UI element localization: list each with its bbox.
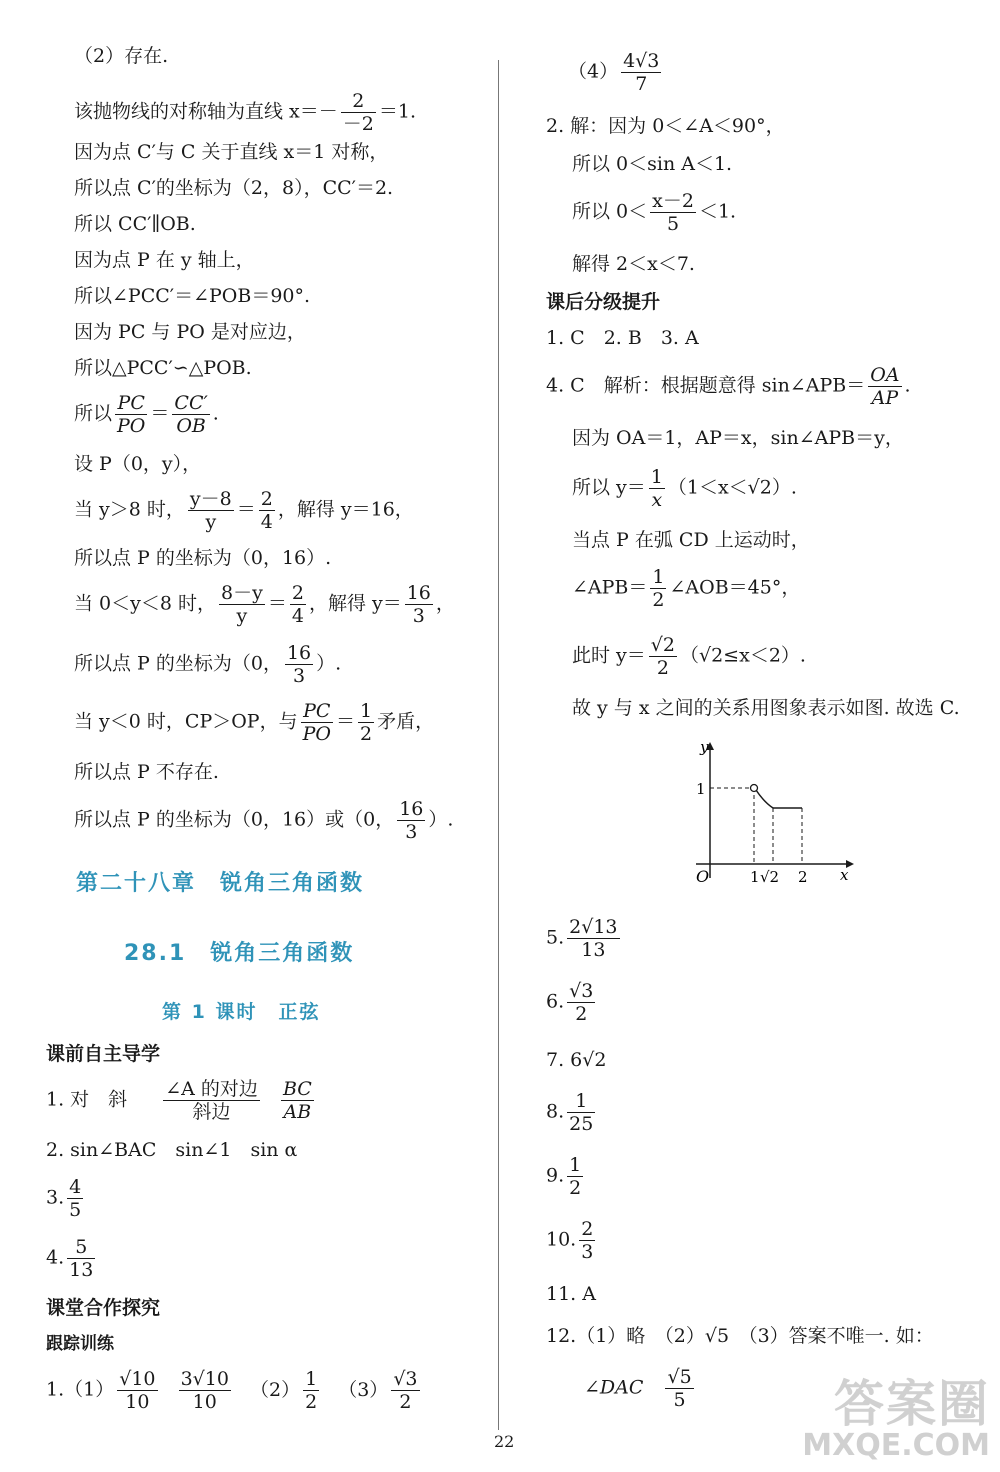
function-graph	[676, 736, 856, 886]
numerator: PC	[115, 392, 147, 415]
text: 所以 y＝	[572, 476, 646, 499]
fraction	[172, 392, 209, 437]
fraction	[405, 582, 433, 627]
denominator: 3	[581, 1241, 594, 1263]
numerator: PC	[301, 700, 333, 723]
line-constant	[572, 634, 806, 679]
text: 1. 对 斜	[46, 1088, 128, 1111]
numerator: 2	[341, 90, 376, 113]
numerator: 2	[260, 488, 273, 510]
answer-1	[46, 1078, 317, 1123]
origin-label: O	[696, 867, 710, 886]
watermark-line1: 答案圈	[834, 1375, 990, 1433]
fraction	[341, 90, 376, 135]
text: ）.	[428, 808, 454, 831]
numerator: √3	[569, 980, 594, 1002]
fraction	[219, 582, 265, 627]
denominator: 13	[69, 1259, 94, 1281]
line: 所以 0＜sin A＜1.	[572, 153, 733, 175]
x-label: x	[840, 866, 849, 884]
text: 当 y＜0 时，CP＞OP，与	[74, 710, 298, 733]
denominator: 3	[293, 665, 306, 687]
y-label: y	[700, 738, 709, 756]
numerator: OA	[870, 364, 900, 386]
line: 因为 PC 与 PO 是对应边，	[74, 321, 306, 343]
fraction	[259, 488, 275, 533]
denominator: 25	[569, 1113, 594, 1135]
line: 所以∠PCC′＝∠POB＝90°.	[74, 285, 311, 307]
line: 因为 OA＝1，AP＝x，sin∠APB＝y，	[572, 427, 904, 449]
fraction	[650, 566, 666, 611]
watermark-line2: MXQE.COM	[802, 1428, 990, 1463]
numerator: 16	[406, 582, 431, 604]
numerator: BC	[282, 1078, 312, 1100]
text: ）.	[316, 652, 342, 675]
numerator: 2	[291, 582, 304, 604]
line-case2	[74, 582, 455, 627]
curve-segment	[756, 790, 773, 808]
line: 设 P（0，y），	[74, 453, 202, 475]
line-angle	[572, 566, 800, 611]
numerator: √5	[667, 1366, 692, 1388]
denominator: 10	[125, 1391, 150, 1413]
answer-12: 12.（1）略 （2）√5 （3）答案不唯一. 如：	[546, 1325, 934, 1347]
text: ＝	[267, 592, 287, 615]
numerator: 1	[305, 1368, 318, 1390]
denominator: 2	[305, 1391, 318, 1413]
numerator: y－8	[189, 488, 232, 510]
line-axis	[74, 90, 416, 135]
denominator: x	[651, 489, 663, 511]
text: .	[212, 402, 219, 425]
answer-2: 2. sin∠BAC sin∠1 sin α	[46, 1139, 298, 1161]
fraction	[115, 392, 147, 437]
fraction	[117, 1368, 157, 1413]
numerator: 2	[581, 1218, 594, 1240]
text: （1＜x＜√2）.	[667, 476, 797, 499]
denominator: 2	[652, 589, 665, 611]
denominator: 2	[399, 1391, 412, 1413]
fraction	[567, 916, 619, 961]
line: 因为点 P 在 y 轴上，	[74, 249, 255, 271]
answers-1-3: 1. C 2. B 3. A	[546, 327, 699, 349]
numerator: √10	[119, 1368, 156, 1390]
answer-10	[546, 1218, 598, 1263]
denominator: 10	[192, 1391, 217, 1413]
numerator: 1	[569, 1154, 582, 1176]
numerator: CC′	[174, 392, 208, 414]
text: ＝	[335, 710, 355, 733]
text: 当 0＜y＜8 时，	[74, 592, 216, 615]
numerator: 16	[286, 642, 312, 664]
heading-preview: 课前自主导学	[46, 1043, 161, 1065]
denominator: 2	[656, 657, 669, 679]
numerator: 1	[650, 466, 663, 488]
tracking-answer-1	[46, 1368, 423, 1413]
line: 所以点 P 的坐标为（0，16）.	[74, 547, 332, 569]
line-ratio	[74, 392, 219, 437]
fraction	[579, 1218, 595, 1263]
text: 所以	[74, 402, 113, 425]
answer-3	[46, 1176, 86, 1221]
numerator: 4√3	[623, 50, 660, 72]
denominator: 2	[359, 723, 373, 745]
line: 所以 CC′∥OB.	[74, 213, 196, 235]
text: 4.	[46, 1246, 65, 1269]
numerator: 1	[359, 700, 373, 722]
text: （4）	[568, 60, 619, 83]
denominator: 3	[412, 605, 425, 627]
text: 4. C 解析：根据题意得 sin∠APB＝	[546, 374, 866, 397]
text: .	[904, 374, 911, 397]
denominator: PO	[302, 723, 331, 745]
answer-4-analysis	[546, 364, 911, 409]
denominator: －2	[342, 113, 374, 135]
denominator: 5	[673, 1389, 686, 1411]
fraction	[397, 798, 425, 843]
line-case1	[74, 488, 414, 533]
line-part2: （2）存在.	[74, 45, 169, 67]
denominator: AP	[871, 387, 899, 409]
text: ∠APB＝	[572, 576, 648, 599]
text: 所以 0＜	[572, 200, 648, 223]
text: 该抛物线的对称轴为直线 x＝－	[74, 100, 338, 123]
text: 所以点 P 的坐标为（0，16）或（0，	[74, 808, 395, 831]
denominator: 4	[291, 605, 304, 627]
numerator: 5	[67, 1236, 95, 1259]
line: 2. 解：因为 0＜∠A＜90°，	[546, 115, 785, 137]
fraction	[650, 190, 696, 235]
fraction	[290, 582, 306, 627]
fraction	[567, 1154, 583, 1199]
line-coord	[74, 642, 341, 687]
column-divider	[498, 60, 499, 1430]
denominator: 斜边	[192, 1101, 231, 1123]
numerator: 1	[652, 566, 665, 588]
denominator: 2	[575, 1003, 588, 1025]
fraction	[567, 1090, 595, 1135]
answer-12-example	[584, 1366, 697, 1411]
line: 因为点 C′与 C 关于直线 x＝1 对称，	[74, 141, 389, 163]
line-case3	[74, 700, 434, 745]
answer-8	[546, 1090, 598, 1135]
text: ，解得 y＝	[308, 592, 402, 615]
numerator: ∠A 的对边	[165, 1078, 258, 1100]
section-title: 28.1 锐角三角函数	[124, 941, 355, 966]
numerator: 1	[567, 1090, 595, 1113]
text: ＝	[150, 402, 170, 425]
line-function	[572, 466, 797, 511]
fraction	[163, 1078, 260, 1123]
text: （3）	[338, 1378, 389, 1401]
denominator: y	[205, 511, 217, 533]
denominator: 3	[405, 821, 418, 843]
watermark	[802, 1375, 990, 1463]
numerator: 16	[399, 798, 424, 820]
denominator: 4	[260, 511, 273, 533]
text: （√2≤x＜2）.	[679, 644, 806, 667]
text: 当 y＞8 时，	[74, 498, 185, 521]
text: 8.	[546, 1100, 565, 1123]
open-endpoint	[751, 785, 758, 792]
numerator: √3	[393, 1368, 418, 1390]
chapter-title: 第二十八章 锐角三角函数	[76, 871, 365, 896]
denominator: y	[236, 605, 248, 627]
fraction	[567, 980, 595, 1025]
denominator: 5	[667, 213, 680, 235]
fraction	[649, 466, 665, 511]
fraction	[281, 1078, 314, 1123]
fraction	[665, 1366, 693, 1411]
answer-9	[546, 1154, 586, 1199]
numerator: 4	[69, 1176, 82, 1198]
denominator: 2	[569, 1177, 582, 1199]
fraction	[621, 50, 661, 95]
fraction	[301, 700, 333, 745]
text: ，解得 y＝16，	[277, 498, 414, 521]
denominator: 5	[69, 1199, 82, 1221]
line-inequality	[572, 190, 736, 235]
text: ，	[435, 592, 455, 615]
line: 故 y 与 x 之间的关系用图象表示如图. 故选 C.	[572, 697, 960, 719]
heading-after-class: 课后分级提升	[546, 291, 661, 313]
denominator: 7	[635, 73, 648, 95]
text: 此时 y＝	[572, 644, 646, 667]
line: 所以点 C′的坐标为（2，8），CC′＝2.	[74, 177, 394, 199]
answer-7: 7. 6√2	[546, 1049, 607, 1071]
lesson-title: 第 1 课时 正弦	[162, 1001, 321, 1023]
line: 当点 P 在弧 CD 上运动时，	[572, 529, 810, 551]
fraction	[303, 1368, 319, 1413]
denominator: OB	[176, 415, 206, 437]
text: 1.（1）	[46, 1378, 115, 1401]
fraction	[179, 1368, 231, 1413]
answer-6	[546, 980, 598, 1025]
heading-tracking: 跟踪训练	[46, 1334, 114, 1354]
y-tick-1: 1	[696, 780, 706, 798]
x-tick-sqrt2: √2	[760, 868, 780, 886]
numerator: 3√10	[180, 1368, 229, 1390]
fraction	[67, 1176, 83, 1221]
text: （2）	[249, 1378, 301, 1401]
answer-11: 11. A	[546, 1283, 596, 1305]
text: ∠AOB＝45°，	[669, 576, 801, 599]
text: ＜1.	[698, 200, 737, 223]
line: 解得 2＜x＜7.	[572, 253, 695, 275]
numerator: x－2	[652, 190, 694, 212]
fraction	[868, 364, 901, 409]
fraction	[188, 488, 234, 533]
text: ∠DAC	[584, 1376, 644, 1399]
text: 5.	[546, 926, 565, 949]
answer-5	[546, 916, 623, 961]
text: 9.	[546, 1164, 565, 1187]
text: 10.	[546, 1228, 577, 1251]
text: ＝1.	[378, 100, 416, 123]
text: 矛盾，	[377, 710, 435, 733]
text: 6.	[546, 990, 565, 1013]
heading-classroom: 课堂合作探究	[46, 1297, 161, 1319]
answer-4	[46, 1236, 98, 1281]
denominator: AB	[283, 1101, 312, 1123]
numerator: 2√13	[569, 916, 618, 938]
answer-1-4	[568, 50, 664, 95]
page-number: 22	[494, 1432, 515, 1451]
fraction	[67, 1236, 95, 1281]
numerator: 8－y	[221, 582, 263, 604]
line-conclusion	[74, 798, 453, 843]
numerator: √2	[650, 634, 675, 656]
text: ＝	[236, 498, 256, 521]
line: 所以点 P 不存在.	[74, 761, 219, 783]
fraction	[358, 700, 374, 745]
denominator: 13	[581, 939, 606, 961]
text: 3.	[46, 1186, 65, 1209]
x-tick-1: 1	[750, 868, 760, 886]
fraction	[649, 634, 677, 679]
x-tick-2: 2	[798, 868, 808, 886]
line: 所以△PCC′∽△POB.	[74, 357, 252, 379]
fraction	[285, 642, 313, 687]
fraction	[391, 1368, 419, 1413]
denominator: PO	[117, 415, 146, 437]
text: 所以点 P 的坐标为（0，	[74, 652, 282, 675]
